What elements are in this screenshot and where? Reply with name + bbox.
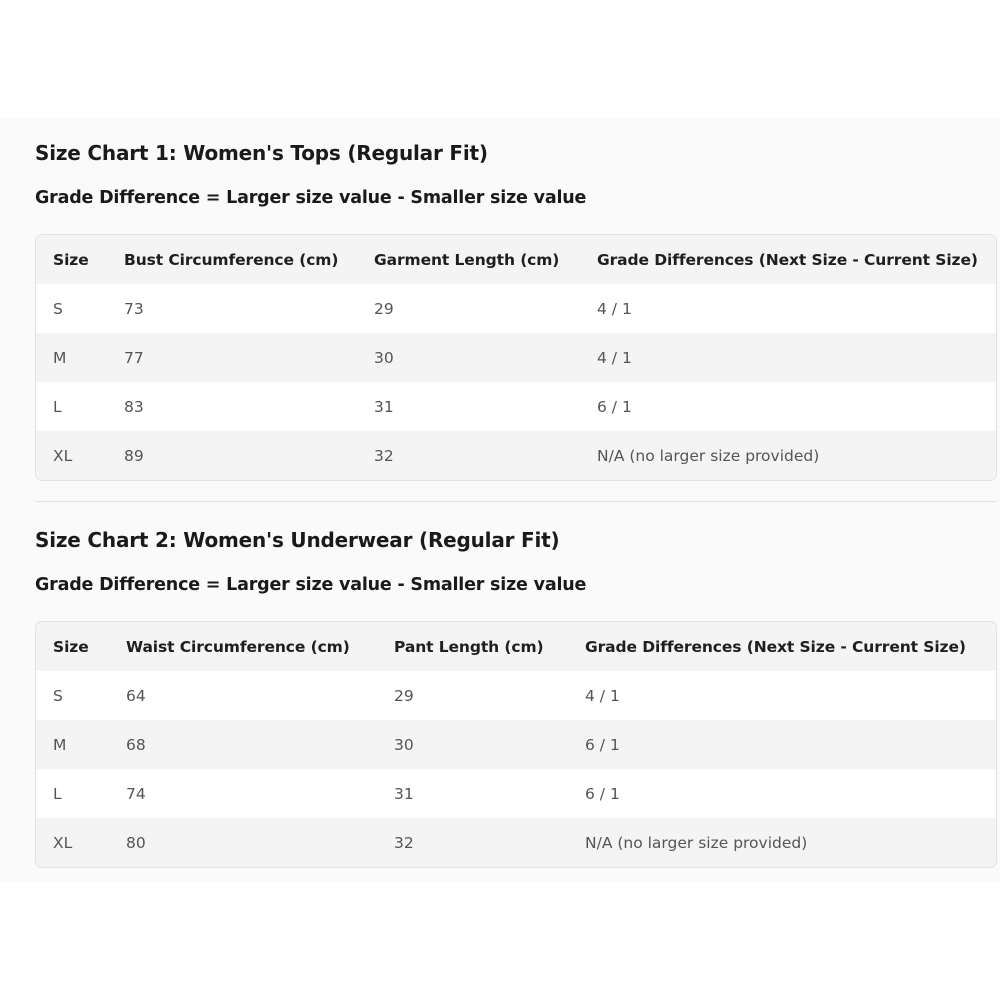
cell-length: 31 bbox=[357, 382, 580, 431]
cell-waist: 74 bbox=[109, 769, 377, 818]
cell-size: XL bbox=[36, 818, 109, 867]
table-row bbox=[36, 284, 996, 333]
cell-length: 31 bbox=[377, 769, 568, 818]
cell-bust: 77 bbox=[107, 333, 357, 382]
size-table-underwear bbox=[36, 622, 996, 867]
cell-bust: 73 bbox=[107, 284, 357, 333]
section-divider bbox=[35, 501, 997, 502]
header-waist-circumference: Waist Circumference (cm) bbox=[109, 622, 377, 671]
table-row bbox=[36, 333, 996, 382]
cell-length: 32 bbox=[357, 431, 580, 480]
cell-size: M bbox=[36, 333, 107, 382]
header-grade-differences: Grade Differences (Next Size - Current Size) bbox=[568, 622, 996, 671]
table-header-row bbox=[36, 235, 996, 284]
cell-grade: N/A (no larger size provided) bbox=[568, 818, 996, 867]
header-size: Size bbox=[36, 622, 109, 671]
cell-length: 30 bbox=[377, 720, 568, 769]
header-grade-differences: Grade Differences (Next Size - Current Size) bbox=[580, 235, 996, 284]
table-row bbox=[36, 818, 996, 867]
size-chart-underwear-section bbox=[35, 525, 997, 868]
header-garment-length: Garment Length (cm) bbox=[357, 235, 580, 284]
table-row bbox=[36, 382, 996, 431]
cell-size: XL bbox=[36, 431, 107, 480]
table-header-row bbox=[36, 622, 996, 671]
cell-grade: 6 / 1 bbox=[568, 769, 996, 818]
cell-grade: 4 / 1 bbox=[568, 671, 996, 720]
cell-waist: 68 bbox=[109, 720, 377, 769]
cell-grade: 4 / 1 bbox=[580, 284, 996, 333]
header-size: Size bbox=[36, 235, 107, 284]
cell-size: M bbox=[36, 720, 109, 769]
cell-grade: 6 / 1 bbox=[568, 720, 996, 769]
size-table-container bbox=[35, 621, 997, 868]
table-row bbox=[36, 431, 996, 480]
cell-length: 29 bbox=[357, 284, 580, 333]
cell-size: L bbox=[36, 769, 109, 818]
size-table-container bbox=[35, 234, 997, 481]
cell-length: 30 bbox=[357, 333, 580, 382]
size-chart-tops-section bbox=[35, 138, 997, 481]
cell-grade: 6 / 1 bbox=[580, 382, 996, 431]
chart-subtitle: Grade Difference = Larger size value - Smaller size value bbox=[35, 575, 587, 595]
size-table-tops bbox=[36, 235, 996, 480]
cell-length: 29 bbox=[377, 671, 568, 720]
table-row bbox=[36, 720, 996, 769]
cell-waist: 80 bbox=[109, 818, 377, 867]
cell-waist: 64 bbox=[109, 671, 377, 720]
chart-title: Size Chart 1: Women's Tops (Regular Fit) bbox=[35, 141, 488, 165]
cell-size: S bbox=[36, 671, 109, 720]
cell-bust: 89 bbox=[107, 431, 357, 480]
cell-bust: 83 bbox=[107, 382, 357, 431]
chart-title: Size Chart 2: Women's Underwear (Regular Fit) bbox=[35, 528, 560, 552]
cell-size: S bbox=[36, 284, 107, 333]
cell-grade: N/A (no larger size provided) bbox=[580, 431, 996, 480]
cell-size: L bbox=[36, 382, 107, 431]
table-row bbox=[36, 769, 996, 818]
cell-grade: 4 / 1 bbox=[580, 333, 996, 382]
cell-length: 32 bbox=[377, 818, 568, 867]
header-bust-circumference: Bust Circumference (cm) bbox=[107, 235, 357, 284]
header-pant-length: Pant Length (cm) bbox=[377, 622, 568, 671]
chart-subtitle: Grade Difference = Larger size value - Smaller size value bbox=[35, 188, 587, 208]
table-row bbox=[36, 671, 996, 720]
